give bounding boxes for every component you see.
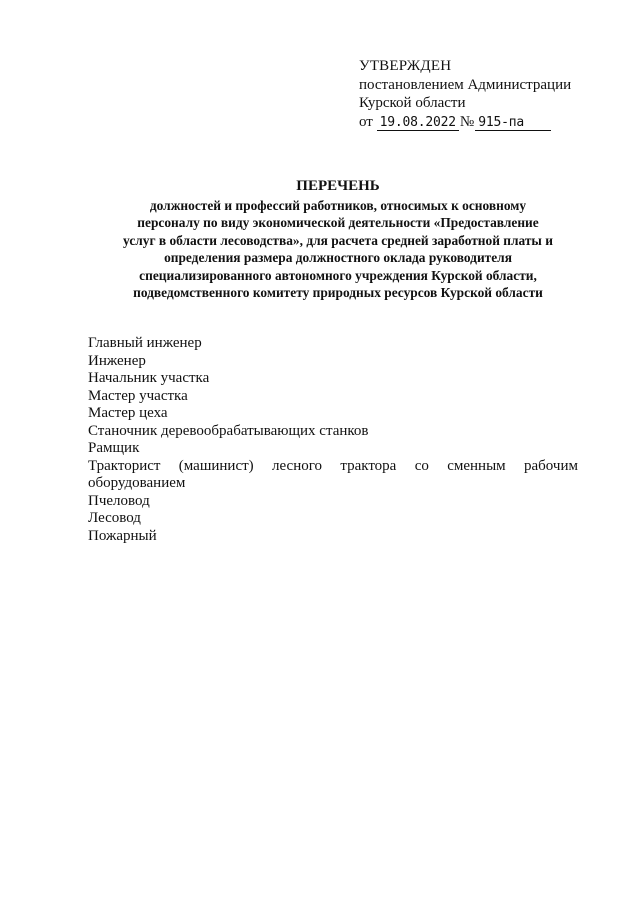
list-item: Рамщик [88,440,140,456]
word: (машинист) [178,457,254,474]
word: трактора [340,457,397,474]
approval-title: УТВЕРЖДЕН [359,58,452,74]
list-item: Инженер [88,352,146,369]
approval-number: 915-па [475,115,551,131]
positions-list [88,335,578,545]
approval-line-1: постановлением Администрации [359,76,572,93]
document-subheading [88,197,588,301]
subheading-line: должностей и профессий работников, относимых к основному [149,198,527,213]
list-item: Главный инженер [88,335,202,351]
word: сменным [447,457,506,474]
number-sign: № [459,113,475,130]
list-item: Пожарный [88,527,157,544]
word: Тракторист [88,457,161,474]
word: рабочим [524,457,578,474]
subheading-line: определения размера должностного оклада руководителя [164,250,512,266]
subheading-line: услуг в области лесоводства», для расчета средней заработной платы и [123,232,553,248]
list-item: Начальник участка [88,370,210,386]
list-item: Станочник деревообрабатывающих станков [88,422,369,439]
approval-line-2: Курской области [359,95,466,111]
approval-date: 19.08.2022 [377,115,459,131]
approval-stamp [359,57,599,131]
word: лесного [272,457,322,474]
list-item: Мастер цеха [88,405,168,421]
date-prefix: от [359,113,373,130]
word: со [414,457,429,474]
subheading-line: персоналу по виду экономической деятельности «Предоставление [137,215,539,231]
list-item-continuation: оборудованием [88,475,186,491]
list-item: Пчеловод [88,492,150,509]
document-title-block [88,177,588,301]
subheading-line: подведомственного комитету природных ресурсов Курской области [133,285,543,301]
approval-date-line [359,113,599,132]
list-item: Мастер участка [88,387,188,404]
list-item-justified [88,458,578,476]
list-item: Лесовод [88,510,141,526]
document-heading: ПЕРЕЧЕНЬ [296,178,380,194]
subheading-line: специализированного автономного учреждения Курской области, [139,267,537,283]
